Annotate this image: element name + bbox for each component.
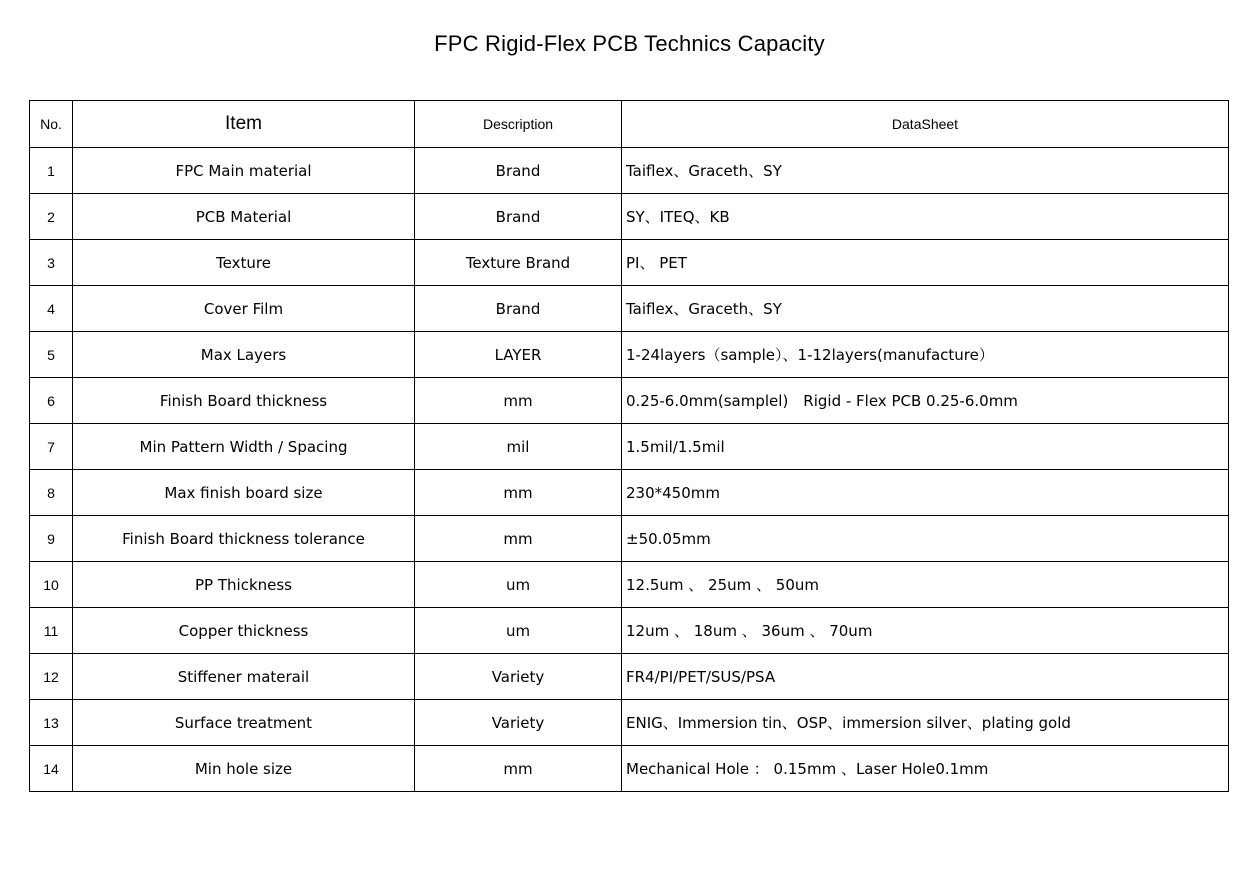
row-description: LAYER (415, 332, 622, 378)
table-row (30, 194, 1229, 240)
row-no: 8 (30, 470, 73, 516)
row-datasheet: ±50.05mm (622, 516, 1229, 562)
row-item: PP Thickness (73, 562, 415, 608)
row-item: Stiffener materail (73, 654, 415, 700)
row-no: 7 (30, 424, 73, 470)
row-no: 12 (30, 654, 73, 700)
row-description: mm (415, 470, 622, 516)
table-row (30, 286, 1229, 332)
row-description: mm (415, 378, 622, 424)
row-item: Surface treatment (73, 700, 415, 746)
table-row (30, 562, 1229, 608)
table-row (30, 516, 1229, 562)
row-datasheet: Taiflex、Graceth、SY (622, 148, 1229, 194)
row-description: Variety (415, 654, 622, 700)
row-item: Min Pattern Width / Spacing (73, 424, 415, 470)
row-description: Brand (415, 194, 622, 240)
row-datasheet: 1.5mil/1.5mil (622, 424, 1229, 470)
row-no: 4 (30, 286, 73, 332)
header-datasheet: DataSheet (622, 101, 1229, 148)
table-row (30, 608, 1229, 654)
row-datasheet: 0.25-6.0mm(samplel) Rigid - Flex PCB 0.25-6.0mm (622, 378, 1229, 424)
row-no: 2 (30, 194, 73, 240)
header-item: Item (73, 101, 415, 148)
row-description: um (415, 562, 622, 608)
row-no: 13 (30, 700, 73, 746)
row-item: Cover Film (73, 286, 415, 332)
table-row (30, 746, 1229, 792)
row-item: PCB Material (73, 194, 415, 240)
table-row (30, 470, 1229, 516)
row-description: um (415, 608, 622, 654)
table-row (30, 424, 1229, 470)
table-row (30, 240, 1229, 286)
table-row (30, 700, 1229, 746)
row-description: Variety (415, 700, 622, 746)
row-no: 11 (30, 608, 73, 654)
row-no: 14 (30, 746, 73, 792)
document-title: FPC Rigid-Flex PCB Technics Capacity (434, 31, 825, 56)
row-no: 1 (30, 148, 73, 194)
capacity-table (29, 100, 1229, 792)
row-description: mm (415, 516, 622, 562)
row-datasheet: ENIG、Immersion tin、OSP、immersion silver、plating gold (622, 700, 1229, 746)
row-no: 9 (30, 516, 73, 562)
row-datasheet: 1-24layers（sample）、1-12layers(manufacture） (622, 332, 1229, 378)
row-datasheet: 12um 、 18um 、 36um 、 70um (622, 608, 1229, 654)
row-description: mm (415, 746, 622, 792)
row-item: Texture (73, 240, 415, 286)
row-no: 3 (30, 240, 73, 286)
table-row (30, 654, 1229, 700)
table-row (30, 378, 1229, 424)
row-description: mil (415, 424, 622, 470)
row-item: Copper thickness (73, 608, 415, 654)
row-item: Max finish board size (73, 470, 415, 516)
row-datasheet: Mechanical Hole ： 0.15mm 、Laser Hole0.1mm (622, 746, 1229, 792)
header-description: Description (415, 101, 622, 148)
row-no: 6 (30, 378, 73, 424)
row-datasheet: 230*450mm (622, 470, 1229, 516)
row-item: FPC Main material (73, 148, 415, 194)
row-no: 10 (30, 562, 73, 608)
row-description: Texture Brand (415, 240, 622, 286)
row-datasheet: 12.5um 、 25um 、 50um (622, 562, 1229, 608)
row-item: Finish Board thickness (73, 378, 415, 424)
row-description: Brand (415, 148, 622, 194)
row-datasheet: SY、ITEQ、KB (622, 194, 1229, 240)
table-row (30, 148, 1229, 194)
row-item: Min hole size (73, 746, 415, 792)
row-description: Brand (415, 286, 622, 332)
row-item: Finish Board thickness tolerance (73, 516, 415, 562)
row-datasheet: FR4/PI/PET/SUS/PSA (622, 654, 1229, 700)
table-row (30, 332, 1229, 378)
table-header-row (30, 101, 1229, 148)
row-datasheet: PI、 PET (622, 240, 1229, 286)
row-no: 5 (30, 332, 73, 378)
row-item: Max Layers (73, 332, 415, 378)
header-no: No. (30, 101, 73, 148)
row-datasheet: Taiflex、Graceth、SY (622, 286, 1229, 332)
